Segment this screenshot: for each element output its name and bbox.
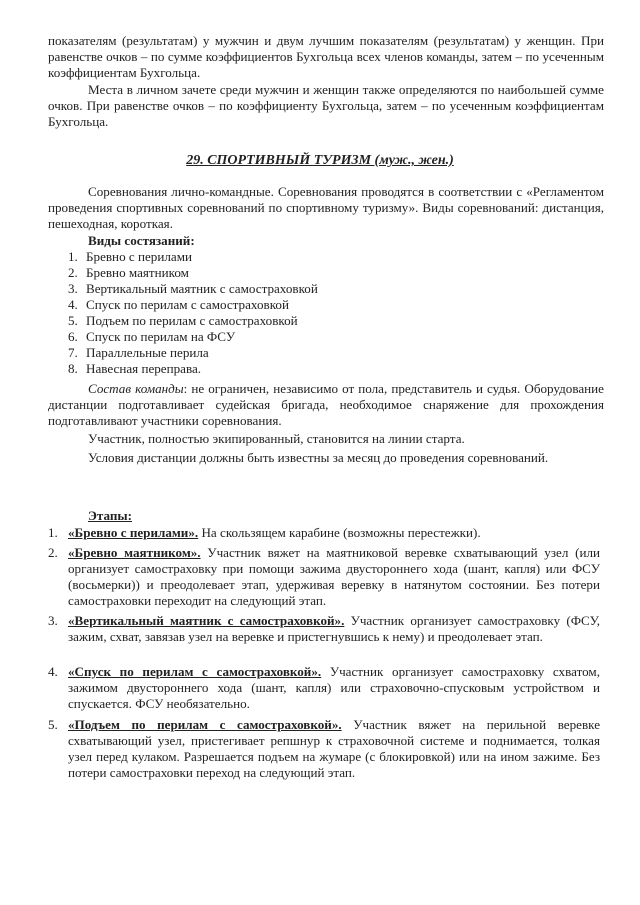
intro-paragraph-2: Места в личном зачете среди мужчин и женщин также определяются по наибольшей сумме очков. При равенстве очков – по коэффициенту Бухгольца, затем – по усеченным коэффициентам Бухгольца. — [48, 82, 604, 129]
list-item-number: 1. — [68, 249, 78, 264]
stage-name: «Бревно с перилами». — [68, 525, 199, 540]
list-item-label: Вертикальный маятник с самостраховкой — [86, 281, 318, 296]
list-item-number: 7. — [68, 345, 78, 360]
list-item-number: 5. — [68, 313, 78, 328]
events-list — [68, 249, 318, 377]
list-item-label: Спуск по перилам с самостраховкой — [86, 297, 289, 312]
stages-heading: Этапы: — [88, 508, 132, 523]
team-label: Состав команды — [88, 381, 184, 396]
section-title: 29. СПОРТИВНЫЙ ТУРИЗМ (муж., жен.) — [186, 153, 454, 168]
list-item-number: 6. — [68, 329, 78, 344]
stage-name: «Подъем по перилам с самостраховкой». — [68, 717, 342, 732]
stage-text: На скользящем карабине (возможны перестежки). — [198, 525, 481, 540]
list-item-number: 4. — [68, 297, 78, 312]
intro-paragraph-1: показателям (результатам) у мужчин и двум лучшим показателям (результатам) у женщин. При равенстве очков – по сумме коэффициентов Бухгольца всех членов команды, затем – по усеченным коэффициентам Бухгольца. — [48, 33, 604, 80]
list-item — [68, 345, 318, 361]
events-heading: Виды состязаний: — [88, 233, 195, 248]
list-item — [68, 361, 318, 377]
list-item — [68, 313, 318, 329]
start-paragraph: Участник, полностью экипированный, становится на линии старта. — [88, 431, 465, 446]
stage-number: 5. — [48, 717, 58, 732]
list-item-number: 2. — [68, 265, 78, 280]
stage-number: 2. — [48, 545, 58, 560]
stage-text: Участник организует самостраховку схватом, зажимом двустороннего хода (шант, капля) или страховочно-спусковым устройством и спускается. ФСУ необязательно. — [68, 664, 600, 711]
section-paragraph-1: Соревнования лично-командные. Соревнования проводятся в соответствии с «Регламентом проведения спортивных соревнований по спортивному туризму». Виды соревнований: дистанция, пешеходная, короткая. — [48, 184, 604, 231]
stage-text: Участник вяжет на маятниковой веревке схватывающий узел (или организует самостраховку при помощи зажима двустороннего хода (шант, капля) или ФСУ (восьмерки)) и преодолевает этап, удерживая веревку в натянутом состоянии. Без потери самостраховки переходит на следующий этап. — [68, 545, 600, 608]
list-item-label: Параллельные перила — [86, 345, 209, 360]
list-item — [68, 281, 318, 297]
stage-number: 3. — [48, 613, 58, 628]
stage-number: 4. — [48, 664, 58, 679]
stage-number: 1. — [48, 525, 58, 540]
team-text: : не ограничен, независимо от пола, представитель и судья. Оборудование дистанции подготавливает судейская бригада, необходимое снаряжение для прохождения подготавливают участники соревнования. — [48, 381, 604, 428]
stage-name: «Вертикальный маятник с самостраховкой». — [68, 613, 345, 628]
conditions-paragraph: Условия дистанции должны быть известны за месяц до проведения соревнований. — [88, 450, 549, 465]
list-item-number: 8. — [68, 361, 78, 376]
list-item-label: Подъем по перилам с самостраховкой — [86, 313, 298, 328]
stage-text: Участник организует самостраховку (ФСУ, зажим, схват, завязав узел на веревке и пристегнувшись к нему) и преодолевает этап. — [68, 613, 601, 644]
stage-body — [68, 525, 600, 541]
list-item — [68, 329, 318, 345]
stage-body — [68, 545, 600, 609]
stage-name: «Спуск по перилам с самостраховкой». — [68, 664, 322, 679]
stage-body — [68, 664, 600, 712]
list-item — [68, 265, 318, 281]
list-item-number: 3. — [68, 281, 78, 296]
stage-name: «Бревно маятником». — [68, 545, 201, 560]
list-item — [68, 297, 318, 313]
list-item-label: Бревно с перилами — [86, 249, 192, 264]
stage-body — [68, 717, 600, 781]
list-item-label: Бревно маятником — [86, 265, 189, 280]
team-paragraph — [48, 381, 604, 429]
list-item-label: Спуск по перилам на ФСУ — [86, 329, 236, 344]
list-item-label: Навесная переправа. — [86, 361, 202, 376]
stage-body — [68, 613, 600, 645]
list-item — [68, 249, 318, 265]
stage-text: Участник вяжет на перильной веревке схватывающий узел, пристегивает репшнур к страховочной системе и поднимается, толкая узел перед кулаком. Разрешается подъем на жумаре (с блокировкой) или на ином зажиме. Без потери самостраховки переход на следующий этап. — [68, 717, 601, 780]
